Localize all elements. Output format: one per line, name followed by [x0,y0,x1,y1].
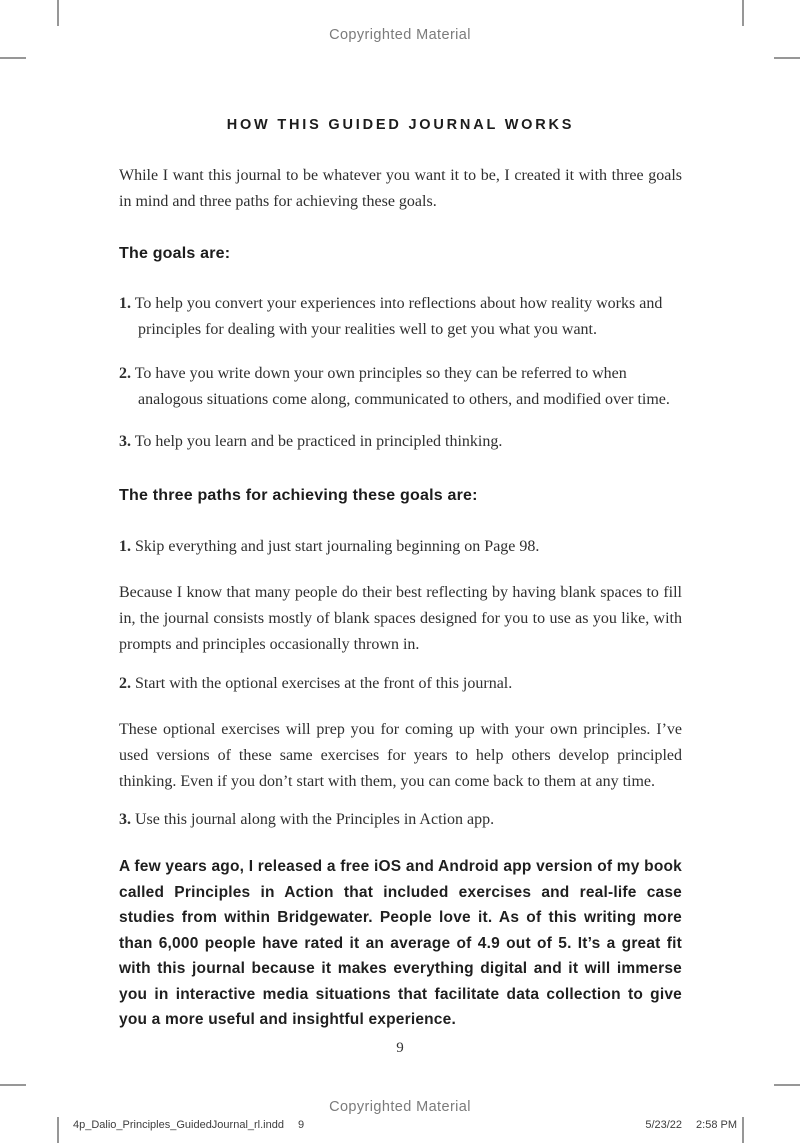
slug-timestamp [645,1119,737,1131]
slug-time: 2:58 PM [696,1119,737,1131]
crop-mark-bottom-right-horizontal [774,1084,800,1086]
path-2-detail: These optional exercises will prep you for coming up with your own principles. I’ve used versions of these same exercises for years to help others develop principled thinking. Even if you don’t start with them, you can come back to them at any time. [119,721,682,790]
path-3-text: Use this journal along with the Principles in Action app. [135,811,495,828]
crop-mark-top-left-vertical [57,0,59,26]
slug-file-info [73,1119,304,1131]
path-2-number: 2. [119,675,131,692]
intro-paragraph: While I want this journal to be whatever you want it to be, I created it with three goals in mind and three paths for achieving these goals. [119,167,682,210]
goal-3-text: To help you learn and be practiced in principled thinking. [134,433,503,450]
goal-1-text: To help you convert your experiences into reflections about how reality works and principles for dealing with your realities well to get you what you want. [134,295,663,338]
slug-file-page: 9 [297,1119,305,1131]
goal-item-3 [119,429,682,455]
path-2-text: Start with the optional exercises at the front of this journal. [135,675,513,692]
crop-mark-top-right-horizontal [774,57,800,59]
app-paragraph: A few years ago, I released a free iOS and Android app version of my book called Principles in Action that included exercises and real-life case studies from within Bridgewater. People love it. As of this writing more than 6,000 people have rated it an average of 4.9 out of 5. It’s a great fit with this journal because it makes everything digital and it will immerse you in interactive media situations that facilitate data collection to give you a more useful and insightful experience. [119,858,682,1028]
page-title: HOW THIS GUIDED JOURNAL WORKS [226,117,575,133]
copyright-notice-bottom: Copyrighted Material [329,1099,471,1115]
crop-mark-bottom-right-vertical [742,1117,744,1143]
goal-item-2 [119,361,682,413]
path-1-detail: Because I know that many people do their best reflecting by having blank spaces to fill in, the journal consists mostly of blank spaces designed for you to use as you like, with prompts and principles occasionally thrown in. [119,584,682,653]
path-1-number: 1. [119,538,131,555]
goal-2-text: To have you write down your own principles so they can be referred to when analogous situations come along, communicated to others, and modified over time. [134,365,670,408]
path-1-text: Skip everything and just start journaling beginning on Page 98. [135,538,540,555]
goals-heading: The goals are: [119,245,231,262]
path-item-1 [119,534,682,560]
path-item-3 [119,807,682,833]
crop-mark-top-left-horizontal [0,57,26,59]
page-content [119,0,682,1033]
goal-2-number: 2. [119,365,131,382]
goal-1-number: 1. [119,295,131,312]
slug-date: 5/23/22 [645,1119,683,1131]
goal-3-number: 3. [119,433,131,450]
path-3-number: 3. [119,811,131,828]
crop-mark-bottom-left-horizontal [0,1084,26,1086]
page-number: 9 [396,1040,404,1056]
copyright-notice-top: Copyrighted Material [329,27,471,43]
crop-mark-top-right-vertical [742,0,744,26]
print-slug-line [73,1119,737,1131]
crop-mark-bottom-left-vertical [57,1117,59,1143]
goal-item-1 [119,291,682,343]
slug-file-name: 4p_Dalio_Principles_GuidedJournal_rl.indd [73,1119,284,1131]
paths-heading: The three paths for achieving these goals are: [119,487,478,504]
path-item-2 [119,671,682,697]
